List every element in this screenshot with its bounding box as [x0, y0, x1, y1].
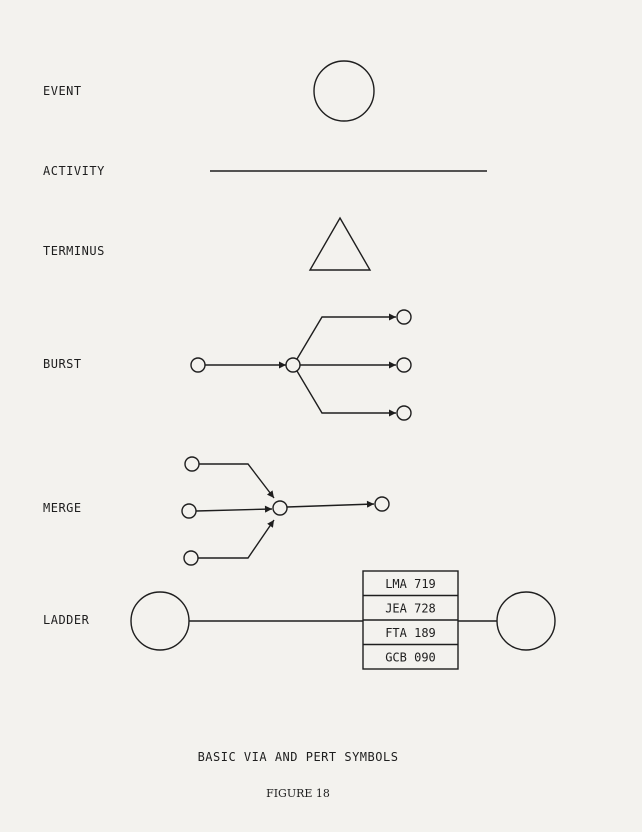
terminus-label: TERMINUS: [43, 244, 105, 258]
burst-source-node: [191, 358, 205, 372]
merge-target-node: [375, 497, 389, 511]
burst-target-node-top: [397, 310, 411, 324]
merge-symbol: [182, 457, 389, 565]
ladder-code-2: JEA 728: [385, 601, 436, 616]
burst-target-node-bottom: [397, 406, 411, 420]
ladder-code-4: GCB 090: [385, 650, 436, 665]
merge-hub-node: [273, 501, 287, 515]
merge-source-node-middle: [182, 504, 196, 518]
burst-hub-node: [286, 358, 300, 372]
merge-source-node-bottom: [184, 551, 198, 565]
ladder-code-1: LMA 719: [385, 577, 436, 591]
burst-label: BURST: [43, 357, 82, 371]
burst-arrow-top: [297, 317, 396, 359]
merge-arrow-top: [199, 464, 274, 498]
activity-label: ACTIVITY: [43, 164, 105, 178]
burst-arrow-bottom: [297, 371, 396, 413]
terminus-symbol: [310, 218, 370, 270]
burst-symbol: [191, 310, 411, 420]
ladder-start-event: [131, 592, 189, 650]
event-label: EVENT: [43, 84, 82, 98]
ladder-code-3: FTA 189: [385, 626, 436, 640]
merge-label: MERGE: [43, 501, 82, 515]
ladder-symbol: [131, 571, 555, 669]
ladder-end-event: [497, 592, 555, 650]
figure-number: FIGURE 18: [266, 787, 330, 800]
merge-source-node-top: [185, 457, 199, 471]
burst-target-node-middle: [397, 358, 411, 372]
figure-caption: BASIC VIA AND PERT SYMBOLS: [197, 750, 399, 764]
ladder-label: LADDER: [43, 613, 90, 627]
merge-arrow-bottom: [198, 520, 274, 558]
merge-arrow-middle: [196, 509, 272, 511]
merge-output-arrow: [287, 504, 374, 507]
event-symbol: [314, 61, 374, 121]
